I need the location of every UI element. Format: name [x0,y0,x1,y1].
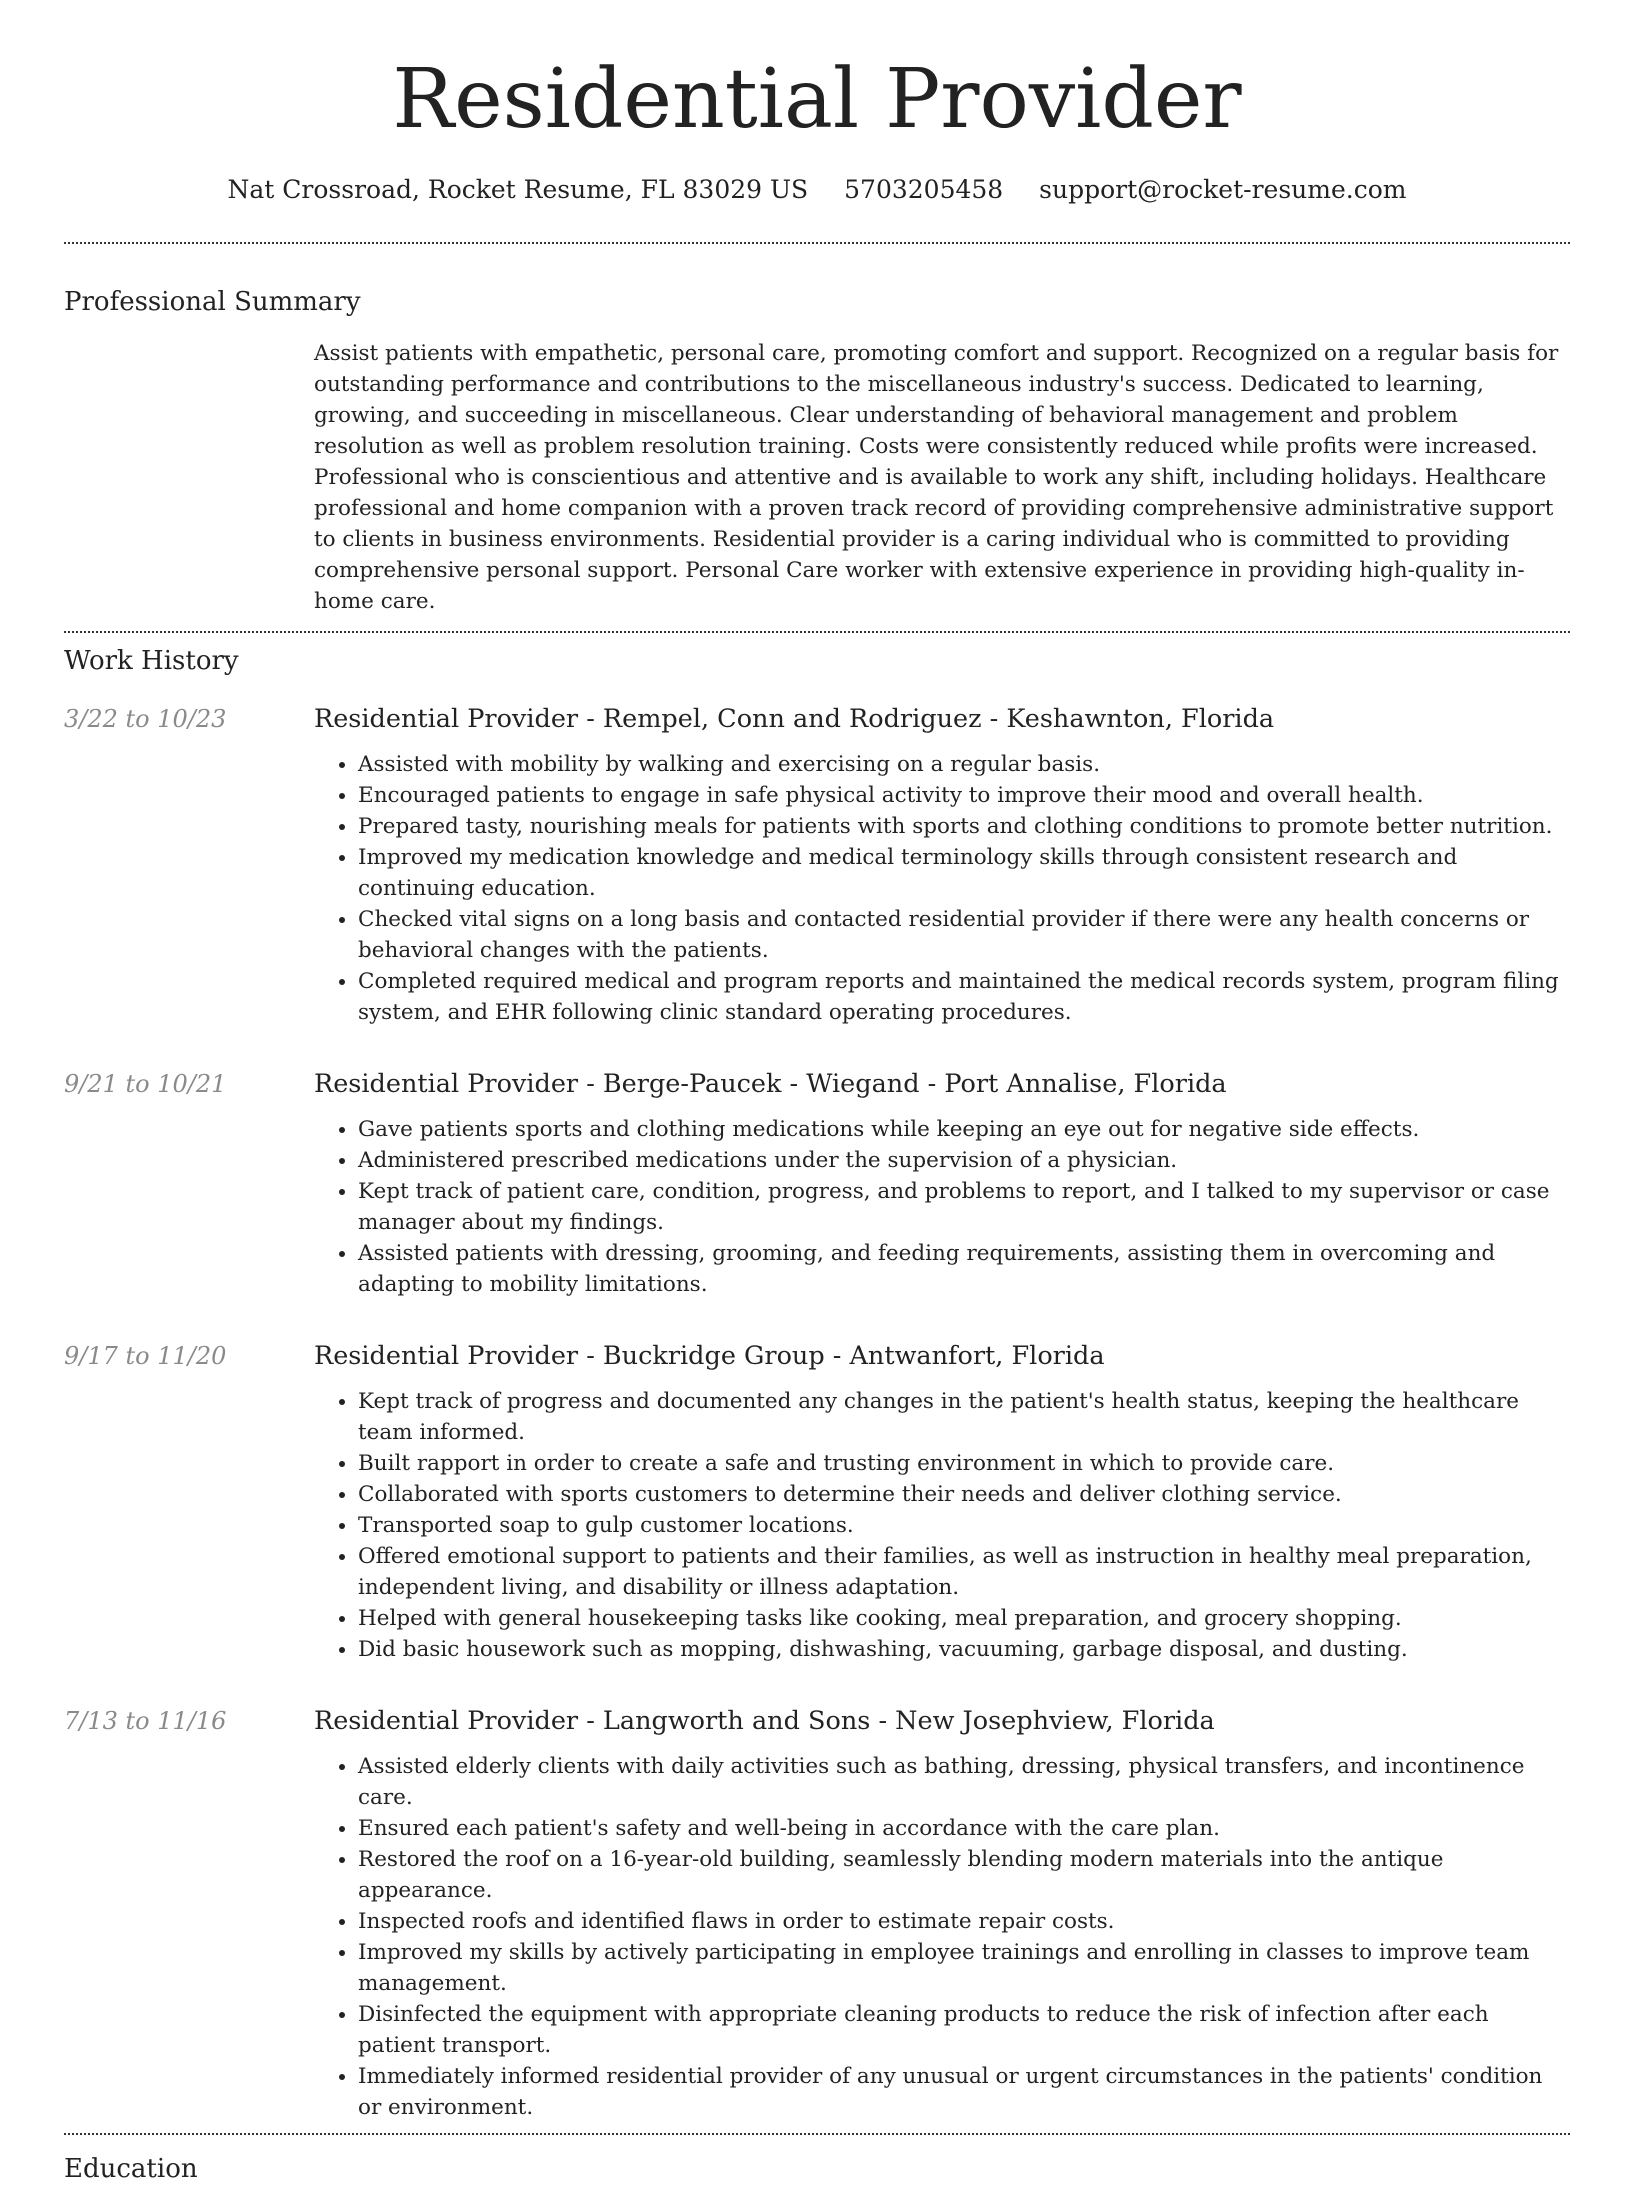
job-bullet: • Administered prescribed medications under the supervision of a physician. [358,1145,1570,1176]
job-bullets [314,1386,1570,1665]
contact-address: Nat Crossroad, Rocket Resume, FL 83029 US [227,175,809,204]
resume-name: Residential Provider [392,52,1242,147]
section-divider [64,631,1570,633]
job-bullet: • Gave patients sports and clothing medications while keeping an eye out for negative side effects. [358,1114,1570,1145]
job-bullet: • Kept track of progress and documented any changes in the patient's health status, keeping the healthcare team informed. [358,1386,1570,1448]
education-heading: Education [64,2154,198,2184]
job-body [314,1703,1570,2123]
job-body [314,1066,1570,1300]
job-bullet: • Assisted with mobility by walking and exercising on a regular basis. [358,749,1570,780]
contact-line [64,170,1570,210]
job-bullet: • Built rapport in order to create a safe and trusting environment in which to provide care. [358,1448,1570,1479]
job-bullet: • Immediately informed residential provider of any unusual or urgent circumstances in the patients' condition or environment. [358,2061,1570,2123]
job-bullet: • Helped with general housekeeping tasks like cooking, meal preparation, and grocery shopping. [358,1603,1570,1634]
job-bullet: • Assisted elderly clients with daily activities such as bathing, dressing, physical transfers, and incontinence care. [358,1751,1570,1813]
job-heading: Residential Provider - Buckridge Group - Antwanfort, Florida [314,1341,1105,1371]
job-bullet: • Prepared tasty, nourishing meals for patients with sports and clothing conditions to promote better nutrition. [358,811,1570,842]
job-bullet: • Ensured each patient's safety and well-being in accordance with the care plan. [358,1813,1570,1844]
job-dates: 9/21 to 10/21 [64,1070,227,1098]
job-heading: Residential Provider - Berge-Paucek - Wiegand - Port Annalise, Florida [314,1069,1227,1099]
resume-page [64,0,1570,2187]
job-bullet: • Inspected roofs and identified flaws in order to estimate repair costs. [358,1906,1570,1937]
job-bullet: • Completed required medical and program reports and maintained the medical records system, program filing system, and EHR following clinic standard operating procedures. [358,966,1570,1028]
section-divider [64,242,1570,244]
work-history-heading: Work History [64,646,239,676]
summary-text: Assist patients with empathetic, personal care, promoting comfort and support. Recognized on a regular basis for outstanding performance and contributions to the miscellaneous industry's success. Dedicated to learning, growing, and succeeding in miscellaneous. Clear understanding of behavioral management and problem resolution as well as problem resolution training. Costs were consistently reduced while profits were increased. Professional who is conscientious and attentive and is available to work any shift, including holidays. Healthcare professional and home companion with a proven track record of providing comprehensive administrative support to clients in business environments. Residential provider is a caring individual who is committed to providing comprehensive personal support. Personal Care worker with extensive experience in providing high-quality in-home care. [314,341,1559,614]
job-entry [64,1066,1570,1300]
job-bullet: • Kept track of patient care, condition, progress, and problems to report, and I talked to my supervisor or case manager about my findings. [358,1176,1570,1238]
job-bullet: • Restored the roof on a 16-year-old building, seamlessly blending modern materials into the antique appearance. [358,1844,1570,1906]
job-dates: 7/13 to 11/16 [64,1707,227,1735]
job-heading: Residential Provider - Langworth and Sons - New Josephview, Florida [314,1706,1215,1736]
job-dates: 9/17 to 11/20 [64,1342,227,1370]
job-bullet: • Offered emotional support to patients and their families, as well as instruction in healthy meal preparation, independent living, and disability or illness adaptation. [358,1541,1570,1603]
job-entry [64,1703,1570,2123]
job-bullets [314,1114,1570,1300]
job-bullet: • Assisted patients with dressing, grooming, and feeding requirements, assisting them in overcoming and adapting to mobility limitations. [358,1238,1570,1300]
job-heading: Residential Provider - Rempel, Conn and Rodriguez - Keshawnton, Florida [314,704,1275,734]
job-bullet: • Collaborated with sports customers to determine their needs and deliver clothing service. [358,1479,1570,1510]
job-bullet: • Transported soap to gulp customer locations. [358,1510,1570,1541]
contact-phone: 5703205458 [844,175,1004,204]
contact-email: support@rocket-resume.com [1039,175,1407,204]
job-dates: 3/22 to 10/23 [64,705,227,733]
job-bullet: • Improved my medication knowledge and medical terminology skills through consistent research and continuing education. [358,842,1570,904]
job-bullet: • Checked vital signs on a long basis and contacted residential provider if there were any health concerns or behavioral changes with the patients. [358,904,1570,966]
job-entry [64,1338,1570,1665]
job-bullet: • Disinfected the equipment with appropriate cleaning products to reduce the risk of infection after each patient transport. [358,1999,1570,2061]
job-bullets [314,749,1570,1028]
job-bullet: • Encouraged patients to engage in safe physical activity to improve their mood and overall health. [358,780,1570,811]
summary-heading: Professional Summary [64,287,361,317]
job-bullet: • Improved my skills by actively participating in employee trainings and enrolling in classes to improve team management. [358,1937,1570,1999]
job-body [314,1338,1570,1665]
job-body [314,701,1570,1028]
job-entry [64,701,1570,1028]
section-divider [64,2133,1570,2135]
job-bullet: • Did basic housework such as mopping, dishwashing, vacuuming, garbage disposal, and dusting. [358,1634,1570,1665]
job-bullets [314,1751,1570,2123]
